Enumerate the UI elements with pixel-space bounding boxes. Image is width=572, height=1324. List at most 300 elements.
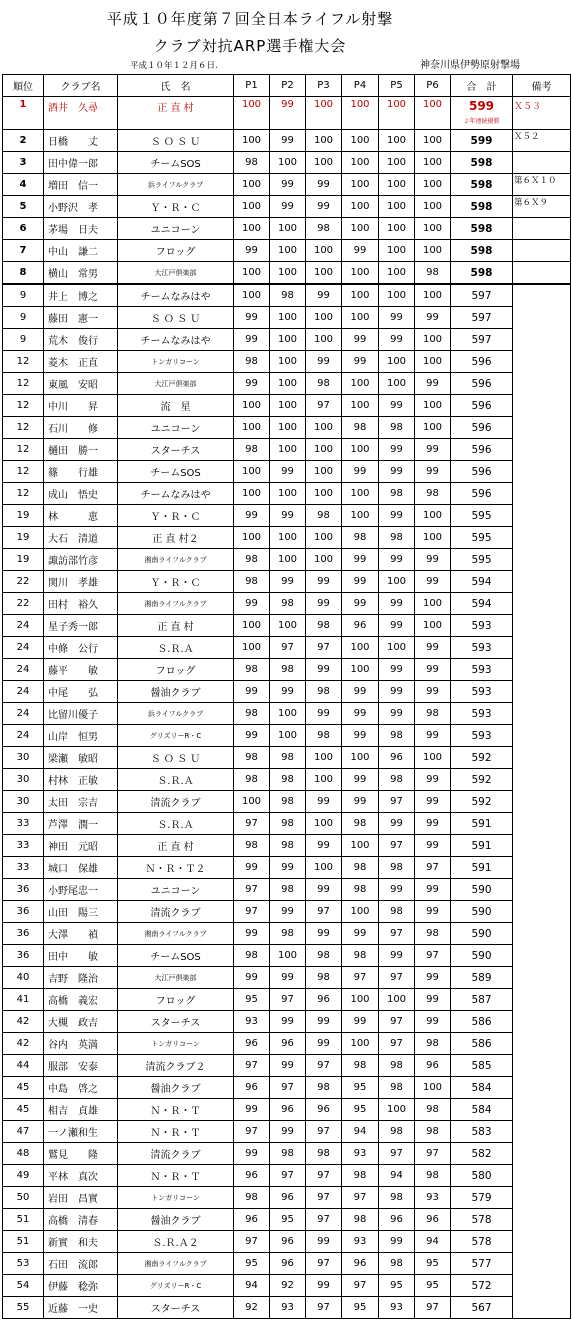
total-cell — [451, 747, 513, 769]
total-value: 590 — [471, 927, 492, 940]
total-cell — [451, 681, 513, 703]
p2-score-cell: 99 — [270, 1011, 306, 1033]
club-cell: 大江戸倶楽部 — [118, 262, 234, 285]
p6-score-cell: 99 — [415, 989, 451, 1011]
rank-cell: 12 — [3, 439, 44, 461]
table-row — [3, 1143, 571, 1165]
total-cell — [451, 1121, 513, 1143]
total-value: 572 — [471, 1279, 492, 1292]
p2-score-cell: 100 — [270, 218, 306, 240]
p4-score-cell: 94 — [342, 1121, 379, 1143]
p5-score-cell: 99 — [379, 659, 415, 681]
p3-score-cell: 99 — [306, 1033, 342, 1055]
total-value: 596 — [471, 399, 492, 412]
p5-score-cell: 98 — [379, 769, 415, 791]
p5-score-cell: 97 — [379, 791, 415, 813]
p4-score-cell: 100 — [342, 505, 379, 527]
total-cell — [451, 1253, 513, 1275]
rank-cell: 7 — [3, 240, 44, 262]
p5-score-cell: 100 — [379, 284, 415, 307]
p5-score-cell: 100 — [379, 1099, 415, 1121]
p3-score-cell: 99 — [306, 284, 342, 307]
p1-score-cell: 100 — [234, 196, 270, 218]
p6-score-cell: 99 — [415, 879, 451, 901]
p6-score-cell: 93 — [415, 1187, 451, 1209]
p1-score-cell: 98 — [234, 945, 270, 967]
p4-score-cell: 97 — [342, 1187, 379, 1209]
total-cell — [451, 483, 513, 505]
shooter-name-cell: 井上 博之 — [44, 284, 118, 307]
p3-score-cell: 98 — [306, 615, 342, 637]
club-cell: 清流クラブ — [118, 1143, 234, 1165]
p2-score-cell: 98 — [270, 835, 306, 857]
p4-score-cell: 99 — [342, 549, 379, 571]
total-cell — [451, 593, 513, 615]
table-row — [3, 703, 571, 725]
table-row — [3, 395, 571, 417]
club-cell: Ｙ・Ｒ・Ｃ — [118, 505, 234, 527]
shooter-name-cell: 藤平 敏 — [44, 659, 118, 681]
total-value: 593 — [471, 685, 492, 698]
shooter-name-cell: 中條 公行 — [44, 637, 118, 659]
total-cell — [451, 439, 513, 461]
p3-score-cell: 97 — [306, 637, 342, 659]
p2-score-cell: 100 — [270, 439, 306, 461]
p3-score-cell: 100 — [306, 97, 342, 130]
total-cell — [451, 835, 513, 857]
p1-score-cell: 98 — [234, 439, 270, 461]
p5-score-cell: 99 — [379, 549, 415, 571]
p3-score-cell: 99 — [306, 923, 342, 945]
club-cell: 湘南ライフルクラブ — [118, 593, 234, 615]
p1-score-cell: 99 — [234, 593, 270, 615]
header-rank: 順位 — [3, 75, 44, 97]
p5-score-cell: 98 — [379, 483, 415, 505]
p5-score-cell: 97 — [379, 1033, 415, 1055]
p6-score-cell: 99 — [415, 681, 451, 703]
total-cell — [451, 659, 513, 681]
p3-score-cell: 100 — [306, 747, 342, 769]
club-cell: チームなみはや — [118, 483, 234, 505]
club-cell: 浜ライフルクラブ — [118, 703, 234, 725]
p5-score-cell: 100 — [379, 152, 415, 174]
p1-score-cell: 99 — [234, 967, 270, 989]
p5-score-cell: 94 — [379, 1165, 415, 1187]
rank-cell: 19 — [3, 505, 44, 527]
club-cell: Ｙ・Ｒ・Ｃ — [118, 571, 234, 593]
total-cell — [451, 218, 513, 240]
shooter-name-cell: 吉野 隆治 — [44, 967, 118, 989]
p2-score-cell: 100 — [270, 351, 306, 373]
shooter-name-cell: 神田 元昭 — [44, 835, 118, 857]
total-value: 599 — [468, 99, 495, 113]
shooter-name-cell: 石川 修 — [44, 417, 118, 439]
notes-cell-empty — [513, 284, 571, 1319]
p5-score-cell: 99 — [379, 615, 415, 637]
p5-score-cell: 98 — [379, 1077, 415, 1099]
p5-score-cell: 100 — [379, 351, 415, 373]
club-cell: 正 直 村 — [118, 615, 234, 637]
p2-score-cell: 99 — [270, 857, 306, 879]
rank-cell: 12 — [3, 373, 44, 395]
p6-score-cell: 99 — [415, 725, 451, 747]
shooter-name-cell: 新實 和夫 — [44, 1231, 118, 1253]
total-value: 593 — [471, 663, 492, 676]
total-value: 580 — [471, 1169, 492, 1182]
table-row — [3, 1099, 571, 1121]
total-value: 596 — [471, 377, 492, 390]
table-row — [3, 527, 571, 549]
p3-score-cell: 98 — [306, 967, 342, 989]
table-row — [3, 549, 571, 571]
p4-score-cell: 95 — [342, 1077, 379, 1099]
total-cell — [451, 373, 513, 395]
club-cell: トンガリコーン — [118, 1033, 234, 1055]
club-cell: Ｓ.Ｒ.Ａ — [118, 769, 234, 791]
p5-score-cell: 98 — [379, 527, 415, 549]
p5-score-cell: 100 — [379, 97, 415, 130]
table-row — [3, 681, 571, 703]
total-cell — [451, 1099, 513, 1121]
p5-score-cell: 100 — [379, 373, 415, 395]
club-cell: チームなみはや — [118, 329, 234, 351]
event-venue: 神奈川県伊勢原射撃場 — [420, 60, 520, 71]
rank-cell: 12 — [3, 351, 44, 373]
page-title: 平成１０年度第７回全日本ライフル射撃 — [106, 10, 394, 28]
p6-score-cell: 99 — [415, 549, 451, 571]
p6-score-cell: 100 — [415, 174, 451, 196]
table-row — [3, 571, 571, 593]
club-cell: 大江戸倶楽部 — [118, 373, 234, 395]
p4-score-cell: 100 — [342, 637, 379, 659]
club-cell: 清流クラブ — [118, 791, 234, 813]
p3-score-cell: 98 — [306, 218, 342, 240]
p6-score-cell: 100 — [415, 747, 451, 769]
p2-score-cell: 95 — [270, 1209, 306, 1231]
p4-score-cell: 100 — [342, 262, 379, 285]
club-cell: 正 直 村 — [118, 835, 234, 857]
total-value: 589 — [471, 971, 492, 984]
p6-score-cell: 100 — [415, 615, 451, 637]
page-subtitle: クラブ対抗ARP選手権大会 — [153, 37, 347, 55]
total-value: 598 — [470, 200, 493, 213]
table-row — [3, 593, 571, 615]
total-cell — [451, 351, 513, 373]
total-value: 578 — [471, 1235, 492, 1248]
table-row — [3, 615, 571, 637]
p3-score-cell: 97 — [306, 901, 342, 923]
p2-score-cell: 92 — [270, 1275, 306, 1297]
rank-cell: 24 — [3, 637, 44, 659]
club-cell: ユニコーン — [118, 218, 234, 240]
rank-cell: 6 — [3, 218, 44, 240]
notes-cell — [513, 218, 571, 240]
total-value: 594 — [471, 575, 492, 588]
p4-score-cell: 99 — [342, 703, 379, 725]
shooter-name-cell: 鷲見 隆 — [44, 1143, 118, 1165]
total-cell — [451, 240, 513, 262]
p4-score-cell: 98 — [342, 813, 379, 835]
total-cell — [451, 527, 513, 549]
p1-score-cell: 97 — [234, 1231, 270, 1253]
shooter-name-cell: 増田 信一 — [44, 174, 118, 196]
club-cell: スターチス — [118, 1011, 234, 1033]
p3-score-cell: 99 — [306, 593, 342, 615]
p3-score-cell: 100 — [306, 769, 342, 791]
shooter-name-cell: 茅場 日夫 — [44, 218, 118, 240]
total-value: 597 — [471, 311, 492, 324]
table-row — [3, 945, 571, 967]
total-cell — [451, 791, 513, 813]
p6-score-cell: 99 — [415, 835, 451, 857]
p3-score-cell: 99 — [306, 1011, 342, 1033]
p5-score-cell: 100 — [379, 196, 415, 218]
table-row — [3, 967, 571, 989]
p1-score-cell: 98 — [234, 571, 270, 593]
p4-score-cell: 95 — [342, 1099, 379, 1121]
event-date: 平成１０年１２月６日. — [130, 61, 218, 71]
table-row — [3, 1275, 571, 1297]
club-cell: ユニコーン — [118, 417, 234, 439]
p3-score-cell: 97 — [306, 1209, 342, 1231]
club-cell: 醤油クラブ — [118, 1209, 234, 1231]
results-table — [2, 74, 571, 1319]
header-club: 氏 名 — [118, 75, 234, 97]
p6-score-cell: 98 — [415, 1165, 451, 1187]
p5-score-cell: 99 — [379, 329, 415, 351]
p2-score-cell: 98 — [270, 791, 306, 813]
p5-score-cell: 100 — [379, 637, 415, 659]
p1-score-cell: 98 — [234, 769, 270, 791]
club-cell: 正 直 村２ — [118, 527, 234, 549]
total-cell — [451, 461, 513, 483]
club-cell: チームSOS — [118, 945, 234, 967]
p5-score-cell: 99 — [379, 879, 415, 901]
rank-cell: 30 — [3, 769, 44, 791]
rank-cell: 36 — [3, 879, 44, 901]
rank-cell: 24 — [3, 681, 44, 703]
club-cell: チームなみはや — [118, 284, 234, 307]
p4-score-cell: 100 — [342, 307, 379, 329]
p3-score-cell: 99 — [306, 703, 342, 725]
rank-cell: 33 — [3, 835, 44, 857]
shooter-name-cell: 諏訪部竹彦 — [44, 549, 118, 571]
p2-score-cell: 100 — [270, 262, 306, 285]
p3-score-cell: 99 — [306, 835, 342, 857]
total-value: 590 — [471, 883, 492, 896]
p4-score-cell: 100 — [342, 174, 379, 196]
p3-score-cell: 99 — [306, 351, 342, 373]
p4-score-cell: 100 — [342, 196, 379, 218]
p1-score-cell: 99 — [234, 681, 270, 703]
p3-score-cell: 96 — [306, 989, 342, 1011]
p6-score-cell: 100 — [415, 417, 451, 439]
p3-score-cell: 99 — [306, 196, 342, 218]
rank-cell: 45 — [3, 1077, 44, 1099]
p4-score-cell: 96 — [342, 1253, 379, 1275]
p5-score-cell: 96 — [379, 747, 415, 769]
table-row — [3, 747, 571, 769]
rank-cell: 54 — [3, 1275, 44, 1297]
shooter-name-cell: 荒木 俊行 — [44, 329, 118, 351]
p6-score-cell: 98 — [415, 1033, 451, 1055]
table-row — [3, 835, 571, 857]
p5-score-cell: 99 — [379, 307, 415, 329]
p4-score-cell: 100 — [342, 130, 379, 152]
p3-score-cell: 98 — [306, 945, 342, 967]
rank-cell: 3 — [3, 152, 44, 174]
total-value: 596 — [471, 355, 492, 368]
p2-score-cell: 93 — [270, 1297, 306, 1319]
p3-score-cell: 100 — [306, 813, 342, 835]
shooter-name-cell: 田村 裕久 — [44, 593, 118, 615]
rank-cell: 40 — [3, 967, 44, 989]
table-row — [3, 329, 571, 351]
p4-score-cell: 99 — [342, 923, 379, 945]
p1-score-cell: 100 — [234, 417, 270, 439]
header-p5: P5 — [379, 75, 415, 97]
p4-score-cell: 93 — [342, 1231, 379, 1253]
p5-score-cell: 100 — [379, 218, 415, 240]
total-cell — [451, 417, 513, 439]
shooter-name-cell: 伊藤 稔弥 — [44, 1275, 118, 1297]
total-value: 591 — [471, 861, 492, 874]
p4-score-cell: 99 — [342, 791, 379, 813]
p3-score-cell: 99 — [306, 174, 342, 196]
table-row — [3, 923, 571, 945]
rank-cell: 24 — [3, 659, 44, 681]
rank-cell: 55 — [3, 1297, 44, 1319]
rank-cell: 41 — [3, 989, 44, 1011]
total-cell — [451, 1187, 513, 1209]
total-cell — [451, 174, 513, 196]
p4-score-cell: 99 — [342, 571, 379, 593]
p6-score-cell: 100 — [415, 97, 451, 130]
rank-cell: 12 — [3, 417, 44, 439]
total-cell — [451, 1231, 513, 1253]
p1-score-cell: 92 — [234, 1297, 270, 1319]
total-value: 591 — [471, 817, 492, 830]
rank-cell: 1 — [3, 97, 44, 130]
club-cell: グリズリーR・C — [118, 1275, 234, 1297]
table-row — [3, 1209, 571, 1231]
p5-score-cell: 99 — [379, 945, 415, 967]
club-cell: フロッグ — [118, 659, 234, 681]
club-cell: 大江戸倶楽部 — [118, 967, 234, 989]
p5-score-cell: 100 — [379, 240, 415, 262]
p2-score-cell: 99 — [270, 196, 306, 218]
total-value: 598 — [470, 222, 493, 235]
p5-score-cell: 99 — [379, 1231, 415, 1253]
p5-score-cell: 97 — [379, 967, 415, 989]
p3-score-cell: 97 — [306, 1121, 342, 1143]
p1-score-cell: 99 — [234, 505, 270, 527]
total-cell — [451, 1033, 513, 1055]
p3-score-cell: 98 — [306, 725, 342, 747]
header-notes: 備考 — [513, 75, 571, 97]
total-value: 596 — [471, 421, 492, 434]
table-row — [3, 218, 571, 240]
notes-cell — [513, 240, 571, 262]
total-cell — [451, 637, 513, 659]
p3-score-cell: 100 — [306, 152, 342, 174]
p1-score-cell: 97 — [234, 1121, 270, 1143]
shooter-name-cell: 岩田 昌實 — [44, 1187, 118, 1209]
p4-score-cell: 100 — [342, 395, 379, 417]
p3-score-cell: 99 — [306, 879, 342, 901]
total-cell — [451, 703, 513, 725]
club-cell: 正 直 村 — [118, 97, 234, 130]
table-row — [3, 659, 571, 681]
rank-cell: 30 — [3, 747, 44, 769]
rank-cell: 24 — [3, 703, 44, 725]
p1-score-cell: 98 — [234, 703, 270, 725]
p2-score-cell: 98 — [270, 1143, 306, 1165]
total-cell — [451, 329, 513, 351]
total-cell — [451, 857, 513, 879]
header-p4: P4 — [342, 75, 379, 97]
p2-score-cell: 98 — [270, 747, 306, 769]
table-row — [3, 1253, 571, 1275]
rank-cell: 4 — [3, 174, 44, 196]
table-row — [3, 637, 571, 659]
p3-score-cell: 100 — [306, 857, 342, 879]
notes-cell: Ｘ５３ — [513, 97, 571, 130]
rank-cell: 51 — [3, 1231, 44, 1253]
p2-score-cell: 96 — [270, 1033, 306, 1055]
p6-score-cell: 99 — [415, 307, 451, 329]
p6-score-cell: 100 — [415, 152, 451, 174]
p1-score-cell: 99 — [234, 857, 270, 879]
total-cell — [451, 130, 513, 152]
table-row — [3, 1297, 571, 1319]
p2-score-cell: 96 — [270, 1253, 306, 1275]
club-cell: Ｓ Ｏ Ｓ Ｕ — [118, 307, 234, 329]
p6-score-cell: 98 — [415, 262, 451, 285]
p4-score-cell: 98 — [342, 857, 379, 879]
rank-cell: 48 — [3, 1143, 44, 1165]
p5-score-cell: 97 — [379, 835, 415, 857]
shooter-name-cell: 芦澤 潤一 — [44, 813, 118, 835]
total-value: 567 — [471, 1301, 492, 1314]
p1-score-cell: 95 — [234, 989, 270, 1011]
total-value: 597 — [471, 289, 492, 302]
p2-score-cell: 100 — [270, 240, 306, 262]
notes-cell — [513, 152, 571, 174]
shooter-name-cell: 関川 孝雄 — [44, 571, 118, 593]
p5-score-cell: 93 — [379, 1297, 415, 1319]
p6-score-cell: 96 — [415, 1055, 451, 1077]
total-value: 578 — [471, 1213, 492, 1226]
p2-score-cell: 98 — [270, 879, 306, 901]
p4-score-cell: 99 — [342, 593, 379, 615]
shooter-name-cell: 谷内 英満 — [44, 1033, 118, 1055]
total-value: 587 — [471, 993, 492, 1006]
p6-score-cell: 100 — [415, 240, 451, 262]
rank-cell: 33 — [3, 813, 44, 835]
p6-score-cell: 95 — [415, 1275, 451, 1297]
table-row — [3, 262, 571, 285]
p4-score-cell: 100 — [342, 1033, 379, 1055]
rank-cell: 36 — [3, 901, 44, 923]
total-value: 595 — [471, 553, 492, 566]
table-row — [3, 813, 571, 835]
p5-score-cell: 99 — [379, 813, 415, 835]
table-row — [3, 1165, 571, 1187]
p6-score-cell: 96 — [415, 1209, 451, 1231]
p3-score-cell: 100 — [306, 240, 342, 262]
shooter-name-cell: 比留川優子 — [44, 703, 118, 725]
